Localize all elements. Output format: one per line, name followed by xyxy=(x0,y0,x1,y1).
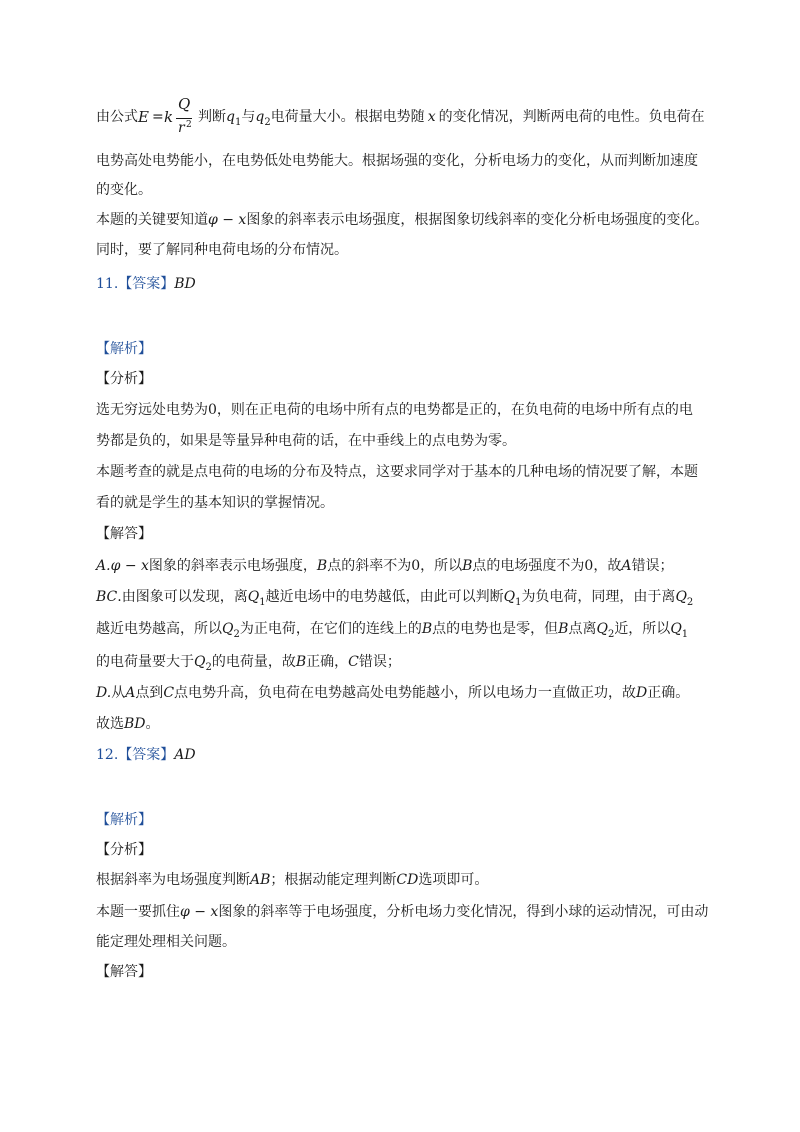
text: 的电荷量要大于 xyxy=(96,654,194,670)
q2-symbol: q xyxy=(255,109,265,125)
formula-denominator: r xyxy=(178,120,185,136)
subscript: 1 xyxy=(259,596,266,608)
jiexi-tag-12: 【解析】 xyxy=(96,812,152,828)
text-line-9: 选无穷远处电势为0，则在正电荷的电场中所有点的电势都是正的，在负电荷的电场中所有点的电 xyxy=(96,402,693,418)
text: 点的斜率不为0，所以 xyxy=(327,558,463,574)
text: 点的电势也是零，但 xyxy=(432,621,559,637)
Q-symbol: Q xyxy=(670,621,682,637)
text-line-4 xyxy=(96,210,708,230)
point-B: B xyxy=(316,558,328,574)
Q-symbol: Q xyxy=(247,589,260,605)
text: 为负电荷，同理，由于离 xyxy=(521,589,676,605)
x-symbol: x xyxy=(427,109,436,125)
text: 根据斜率为电场强度判断 xyxy=(96,872,250,888)
text: 近，所以 xyxy=(614,621,671,637)
Q-symbol: Q xyxy=(503,589,516,605)
text: 点到 xyxy=(135,685,164,701)
subscript: 2 xyxy=(607,628,615,640)
question-12-answer xyxy=(96,745,196,765)
phi-x-symbol: φ − x xyxy=(110,558,149,574)
text: 故选 xyxy=(96,716,124,732)
text-line-1 xyxy=(96,95,705,136)
option-label: A. xyxy=(96,558,111,574)
text: ；根据动能定理判断 xyxy=(270,872,397,888)
text: 点离 xyxy=(568,621,597,637)
text: 本题的关键要知道 xyxy=(96,212,208,228)
text-line-5: 同时，要了解同种电荷电场的分布情况。 xyxy=(96,242,348,258)
fenxi-tag-11: 【分析】 xyxy=(96,371,152,387)
text: 与 xyxy=(241,109,256,125)
Q-symbol: Q xyxy=(194,654,206,670)
subscript: 2 xyxy=(233,628,240,640)
q1-subscript: 1 xyxy=(234,116,242,128)
text: 点的电场强度不为0，故 xyxy=(472,558,622,574)
text-line-11: 本题考查的就是点电荷的电场的分布及特点，这要求同学对于基本的几种电场的情况要了解，本题 xyxy=(96,464,698,480)
formula-E: E xyxy=(138,108,149,126)
phi-x-symbol: φ − x xyxy=(208,212,247,228)
option-D: D xyxy=(636,685,648,701)
text: 本题一要抓住 xyxy=(96,904,180,920)
text: 的变化情况，判断两电荷的电性。负电荷在 xyxy=(438,109,705,125)
answer-value: AD xyxy=(174,747,196,763)
jiexi-tag-11: 【解析】 xyxy=(96,341,152,357)
text: 判断 xyxy=(198,109,226,125)
jieda-tag-11: 【解答】 xyxy=(96,526,152,542)
text: 错误； xyxy=(631,558,674,574)
question-11-answer xyxy=(96,274,196,294)
options-CD: CD xyxy=(396,872,419,888)
text-line-23 xyxy=(96,870,488,890)
point-A: A xyxy=(125,685,136,701)
text-line-10: 势都是负的，如果是等量异种电荷的话，在中垂线上的点电势为零。 xyxy=(96,433,516,449)
text: 越近电场中的电势越低，由此可以判断 xyxy=(265,589,504,605)
point-B: B xyxy=(462,558,473,574)
text-line-3: 的变化。 xyxy=(96,182,152,198)
formula-exponent: 2 xyxy=(186,120,192,130)
text-line-14 xyxy=(96,556,673,576)
text: 的电荷量，故 xyxy=(211,654,296,670)
text: 为正电荷，在它们的连线上的 xyxy=(239,621,422,637)
answer-tag: 【答案】 xyxy=(118,276,175,292)
option-C: C xyxy=(348,654,359,670)
text: 由公式 xyxy=(96,109,138,125)
Q-symbol: Q xyxy=(222,621,234,637)
text: 从 xyxy=(111,685,126,701)
text-line-12: 看的就是学生的基本知识的掌握情况。 xyxy=(96,495,334,511)
q1-symbol: q xyxy=(226,109,235,125)
option-B: B xyxy=(295,654,307,670)
text-line-25: 能定理处理相关问题。 xyxy=(96,934,236,950)
text-line-2: 电势高处电势能小，在电势低处电势能大。根据场强的变化，分析电场力的变化，从而判断加速度 xyxy=(96,153,698,169)
question-number: 11. xyxy=(96,276,119,292)
text-line-17 xyxy=(96,652,401,678)
text-line-19 xyxy=(96,714,160,734)
text: 电荷量大小。根据电势随 xyxy=(270,109,425,125)
point-B: B xyxy=(421,621,433,637)
text: 点电势升高，负电荷在电势越高处电势能越小，所以电场力一直做正功，故 xyxy=(174,685,637,701)
question-number: 12. xyxy=(96,747,119,763)
options-AB: AB xyxy=(250,872,271,888)
text: 错误； xyxy=(358,654,401,670)
point-B: B xyxy=(558,621,569,637)
q2-subscript: 2 xyxy=(264,116,271,128)
answer-value: BD xyxy=(174,276,196,292)
option-A: A xyxy=(621,558,632,574)
Q-symbol: Q xyxy=(596,621,608,637)
jieda-tag-12: 【解答】 xyxy=(96,964,152,980)
fenxi-tag-12: 【分析】 xyxy=(96,842,152,858)
coulomb-formula xyxy=(138,95,250,136)
text: 。 xyxy=(145,716,160,732)
text: 越近电势越高，所以 xyxy=(96,621,222,637)
text-line-24 xyxy=(96,902,708,922)
subscript: 2 xyxy=(686,596,694,608)
phi-x-symbol: φ − x xyxy=(180,904,219,920)
subscript: 1 xyxy=(681,628,689,640)
formula-eq: = xyxy=(152,109,164,125)
text-line-15 xyxy=(96,587,693,613)
text: 图象的斜率表示电场强度，根据图象切线斜率的变化分析电场强度的变化。 xyxy=(246,212,709,228)
text: 正确。 xyxy=(647,685,690,701)
option-label: D. xyxy=(96,685,112,701)
text: 图象的斜率等于电场强度，分析电场力变化情况，得到小球的运动情况，可由动 xyxy=(218,904,709,920)
formula-numerator: Q xyxy=(178,95,191,113)
formula-k: k xyxy=(164,108,174,126)
subscript: 2 xyxy=(205,661,212,673)
chosen-answer: BD xyxy=(124,716,146,732)
text-line-16 xyxy=(96,619,688,645)
text: 正确， xyxy=(306,654,349,670)
text-line-18 xyxy=(96,683,689,703)
Q-symbol: Q xyxy=(675,589,687,605)
text: 选项即可。 xyxy=(418,872,489,888)
answer-tag: 【答案】 xyxy=(118,747,175,763)
text: 图象的斜率表示电场强度， xyxy=(148,558,317,574)
point-C: C xyxy=(163,685,175,701)
option-label: BC xyxy=(96,589,118,605)
subscript: 1 xyxy=(515,596,522,608)
text: .由图象可以发现，离 xyxy=(117,589,248,605)
